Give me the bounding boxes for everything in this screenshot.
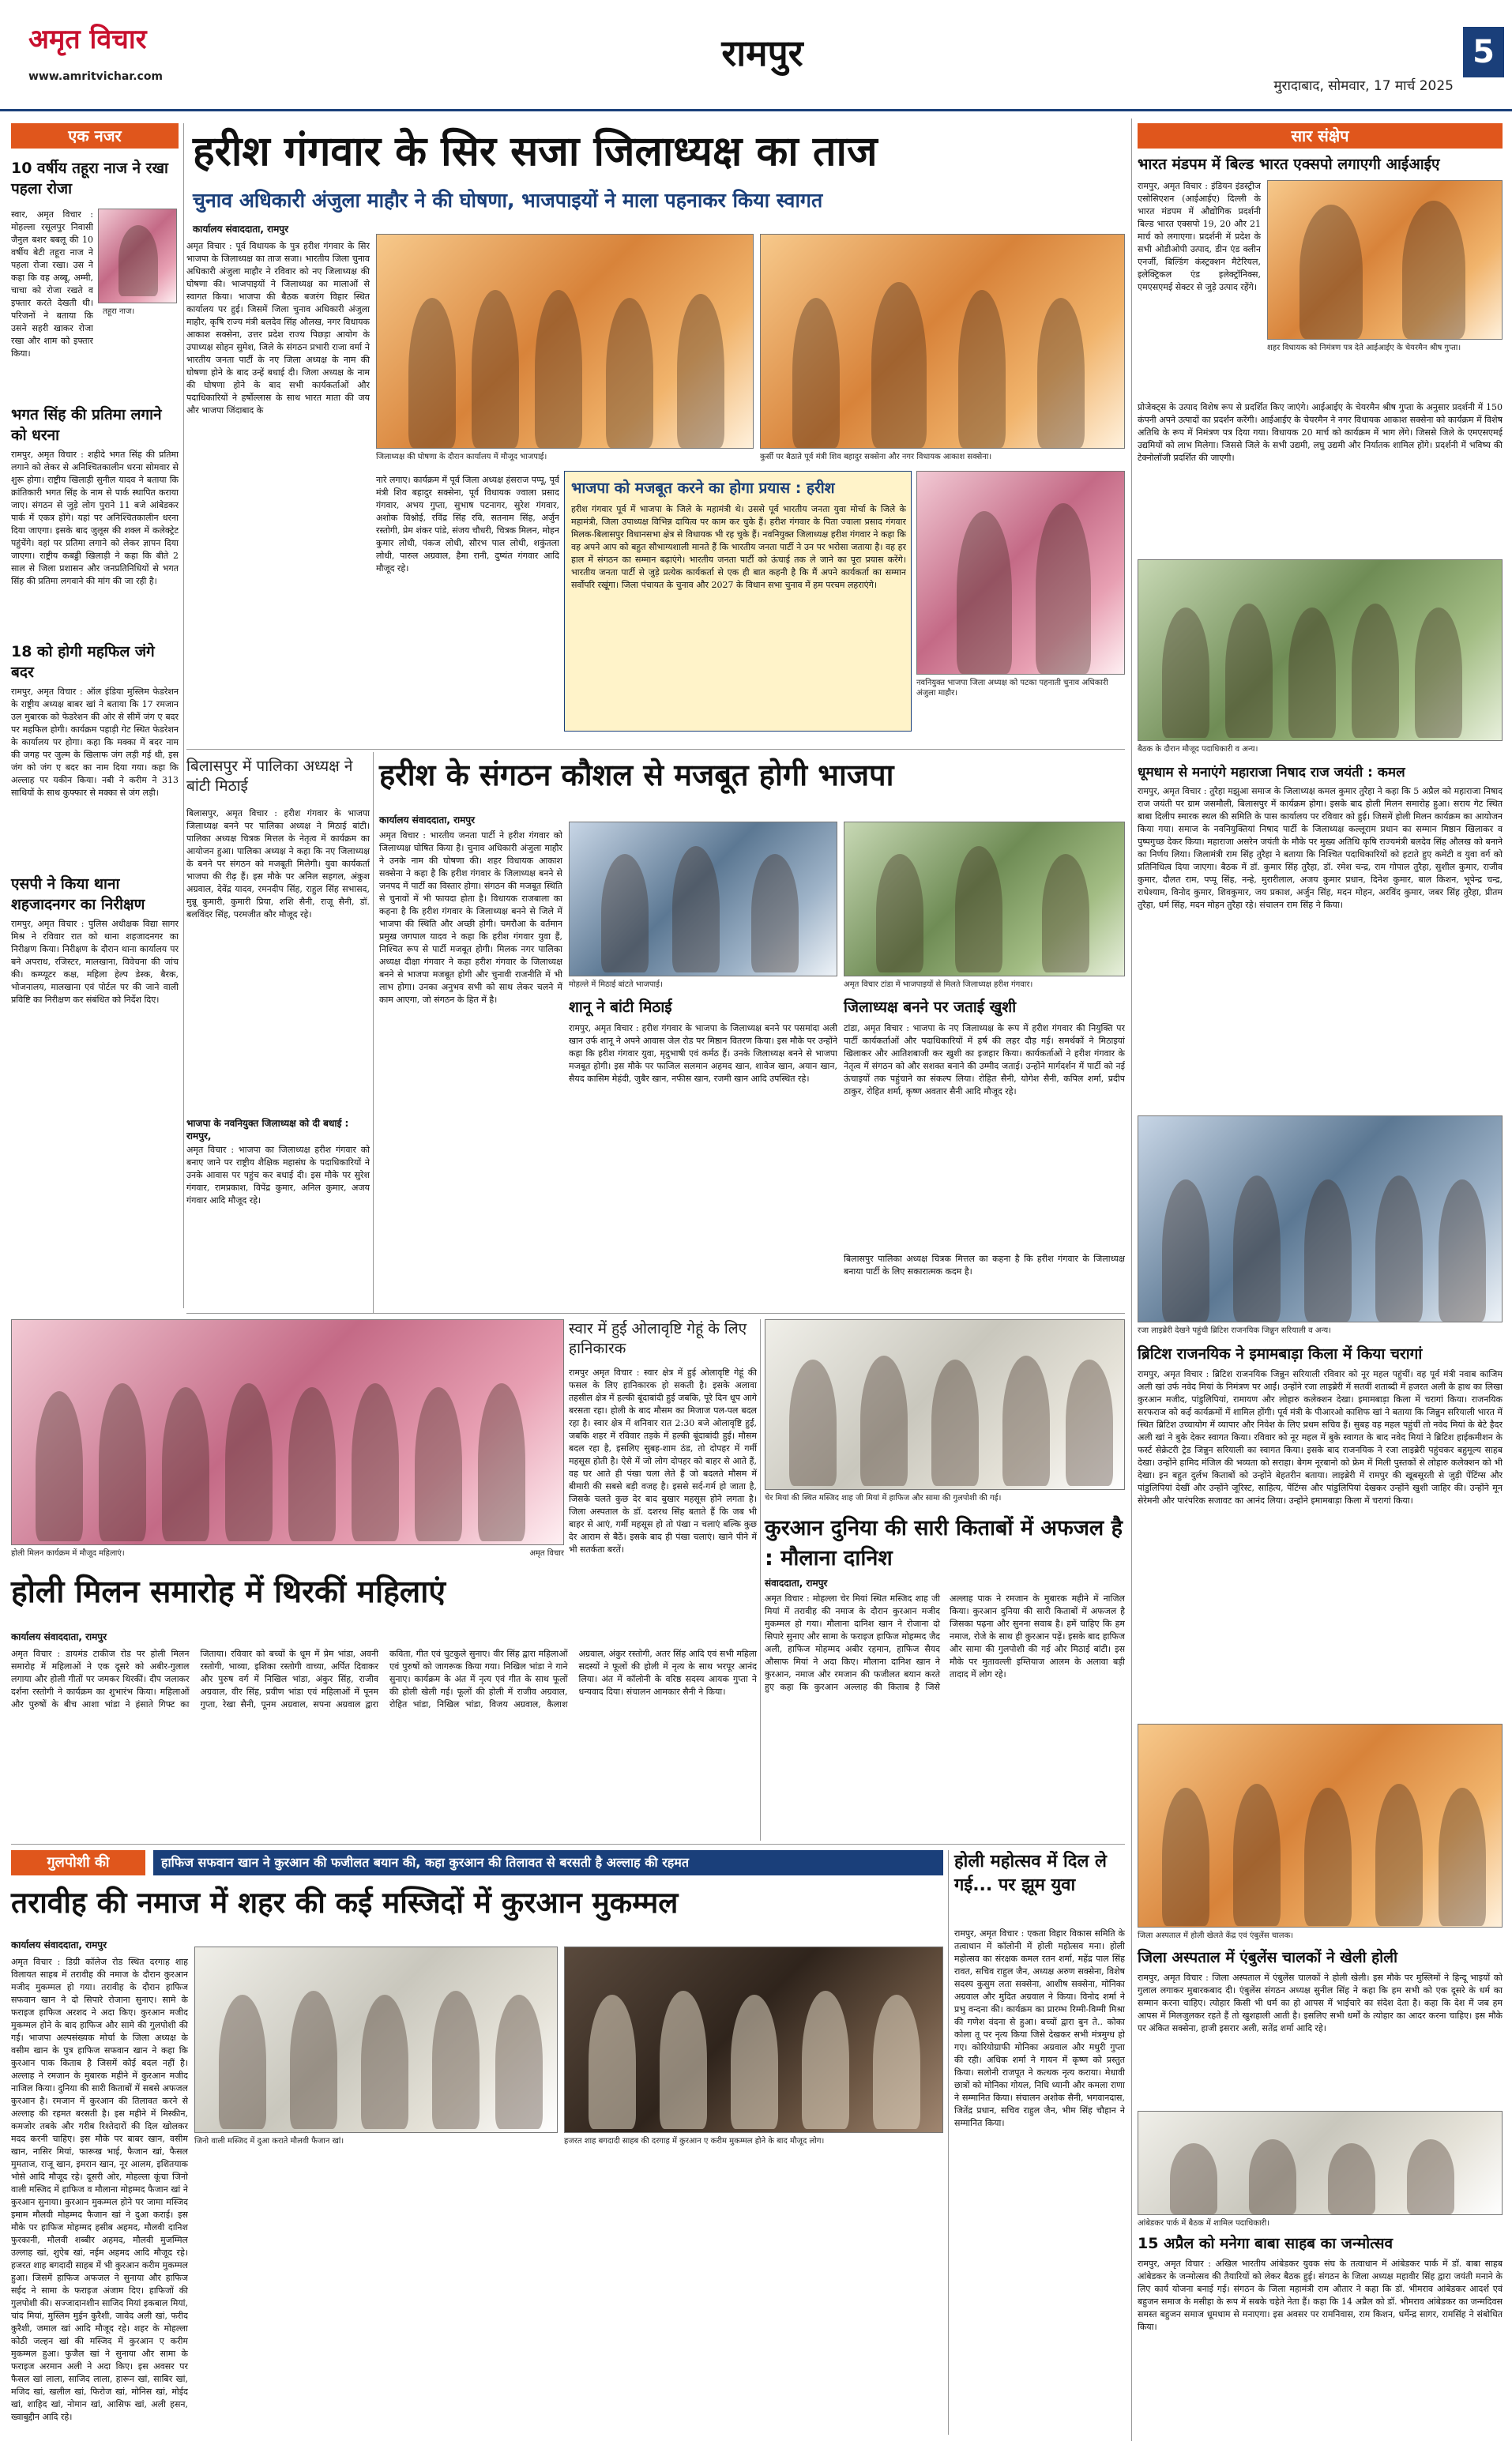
lead-boxed-photo-cap: नवनियुक्त भाजपा जिला अध्यक्ष को पटका पहनाती चुनाव अधिकारी अंजुला माहौर। [916, 679, 1108, 698]
taraweeh-photo-1-cap: जिनो वाली मस्जिद में दुआ कराते मौलवी फैजान खां। [194, 2137, 344, 2146]
ambedkar-headline: 15 अप्रैल को मनेगा बाबा साहब का जन्मोत्सव [1138, 2235, 1394, 2252]
hail-story [569, 1319, 757, 1643]
bilaspur-body: बिलासपुर, अमृत विचार : हरीश गंगवार के भाजपा जिलाध्यक्ष बनने पर पालिका अध्यक्ष ने मिठाई बांटी। पालिका अध्यक्ष चित्रक मित्तल के नेतृत्व में कार्यक्रम का आयोजन हुआ। पालिका अध्यक्ष ने कहा कि नए जिलाध्यक्ष के बनने पर संगठन को मजबूती मिलेगी। युवा कार्यकर्ता भाजपा की रीढ़ हैं। इस मौके पर अनिल सहगल, अंकुश अग्रवाल, देवेंद्र यादव, रमनदीप सिंह, राहुल सिंह सभासद, मुन्नू कुमारी, कुमारी प्रिया, शशि सैनी, राजू सैनी, डॉ. बलविंदर सिंह, परमजीत कौर मौजूद रहे। [186, 808, 370, 920]
holi-headline: होली मिलन समारोह में थिरकीं महिलाएं [11, 1574, 446, 1610]
sangathan-photo-2 [844, 822, 1125, 976]
left-column-divider [183, 123, 184, 1308]
right-column-tag: सार संक्षेप [1138, 123, 1503, 149]
hospital-body: रामपुर, अमृत विचार : जिला अस्पताल में एंबुलेंस चालकों ने होली खेली। इस मौके पर मुस्लिमों ने हिन्दू भाइयों को गुलाल लगाकर मुबारकबाद दी। एंबुलेंस संगठन अध्यक्ष सुनील सिंह ने कहा कि हम सभी को एक दूसरे के धर्म का सम्मान करना चाहिए। त्योहार किसी भी धर्म का हो आपस में भाईचारे का संदेश देता है। कहा कि देश में जब हम आपस में मिलजुलकर रहते हैं तो खुशहाली आती है। इसलिए सभी धर्मों के त्योहार का आदर करना चाहिए। इस मौके पर अंकित सक्सेना, हाजी इसरार अली, सतेंद्र शर्मा आदि रहे। [1138, 1973, 1503, 2033]
bharat-photo [1267, 180, 1503, 340]
hail-body: रामपुर अमृत विचार : स्वार क्षेत्र में हुई ओलावृष्टि गेहूं की फसल के लिए हानिकारक हो सकती है। इसके अलावा तहसील क्षेत्र में हल्की बूंदाबांदी हुई जबकि, पूरे दिन धूप आगे बरसता रहा। होली के बाद मौसम का मिजाज पल-पल बदल रहा है। स्वार क्षेत्र में शनिवार रात 2:30 बजे ओलावृष्टि हुई, जबकि शहर में रविवार तड़के में हल्की बूंदाबांदी हुई। मौसम बदल रहा है, इसलिए सुबह-शाम ठंड, तो दोपहर में गर्मी महसूस होती है। ऐसे में जो लोग दोपहर को बाहर से आते हैं, वह घर आते ही पंखा चला लेते हैं जो बदलते मौसम में बीमारी की सबसे बड़ी वजह है। इससे सर्द-गर्म हो जाता है, जिसके चलते कुछ देर बाद बुखार महसूस होने लगता है। जिला अस्पताल के डॉ. दशरथ सिंह बताते हैं कि जब भी बाहर से आएं, गर्मी महसूस हो तो पंखा न चलाएं बल्कि कुछ देर आराम से बैठें। इसके बाद ही पंखा चलाएं। खाने पीने में भी सतर्कता बरतें। [569, 1367, 757, 1555]
brand-logo [28, 22, 186, 57]
holi-byline: कार्यालय संवाददाता, रामपुर [11, 1631, 107, 1642]
hail-headline: स्वार में हुई ओलावृष्टि गेहूं के लिए हानिकारक [569, 1320, 747, 1357]
british-body: रामपुर, अमृत विचार : ब्रिटिश राजनयिक जिन्नुन सरियाली रविवार को नूर महल पहुंचीं। वह पूर्व मंत्री नवाब काजिम अली खां उर्फ नवेद मियां के निमंत्रण पर आईं। उन्होंने रजा लाइब्रेरी में सतवीं शताब्दी में हजरत अली के हाथ का लिखा कुरआन मजीद, पांडुलिपियां, रामायण और लोहारु कलेक्शन देखा। इमामबाड़ा किला में चरागां किया। राजनयिक सरफराज को कई कार्यक्रमों में शामिल होंगी। पूर्व मंत्री के पीआरओ काशिफ खां ने बताया कि जिन्नुन सरियाली भारत में स्थित ब्रिटिश उच्चायोग में व्यापार और निवेश के लिए प्रथम सचिव हैं। सुबह वह महल पहुंचीं तो नवेद मियां के बेटे हैदर अली खां ने बुके देकर स्वागत किया। रविवार को नूर महल में बुके स्वागत के बाद नवेद मियां ने ब्रिटिश हाईकमीशन के फर्स्ट सेक्रेटरी ट्रेड जिन्नुन सरियाली का स्वागत किया। इसके बाद राजनयिक ने रजा लाइब्रेरी पहुंचकर बहुमूल्य साहब देखा। उन्होंने हामिद मंजिल की भव्यता को सराहा। बेगम नूरबानो को फ्रेम में मिली पुस्तकों से लोहारु कलेक्शन को भी देखा। इन बहुत दुर्लभ किताबों को उन्होंने बेहतरीन बताया। लाइब्रेरी में रामपुर की खूबसूरती से जुड़ी पेंटिंग्स और पांडुलिपियां देखीं और उन्होंने जूरिस्ट, साहित्य, पेंटिंग्स और पांडुलिपियां देखकर उन्होंने खुशी जाहिर की। उन्होंने मून सेरेमनी और पारंपरिक सजावट का आनंद लिया। उन्होंने इमामबाड़ा किला में चरागां किया। [1138, 1369, 1503, 1506]
shanu-headline: शानू ने बांटी मिठाई [569, 999, 672, 1016]
brand-name: अमृत विचार [28, 24, 147, 55]
mid-divider [186, 1313, 1125, 1314]
shanu-body: रामपुर, अमृत विचार : हरीश गंगवार के भाजपा के जिलाध्यक्ष बनने पर पसमांदा अली खान उर्फ शानू ने अपने आवास जेल रोड पर मिष्ठान वितरण किया। इस मौके पर उन्होंने कहा कि हरीश गंगवार युवा, मृदुभाषी एवं कर्मठ हैं। उनके जिलाध्यक्ष बनने से भाजपा मजबूत होगी। इस मौके पर फाजिल सलमान अहमद खान, शावेज खान, अयान खान, सैयद कासिम मेहंदी, जुबैर खान, नफीस खान, रजमी खान आदि उपस्थित रहे। [569, 1023, 837, 1084]
nishad-body: रामपुर, अमृत विचार : तुरैहा मझुआ समाज के जिलाध्यक्ष कमल कुमार तुरैहा ने कहा कि 5 अप्रैल को महाराजा निषाद राज जयंती पर ग्राम जसमौली, बिलासपुर में कार्यक्रम होगा। इसके बाद होली मिलन समारोह हुआ। सराय गेट स्थित बाबा दिलीप स्मारक स्थल की समिति के पास कार्यालय पर रविवार को हुई। जिसमें होली मिलन कार्यक्रम का आयोजन किया गया। समाज के नवनियुक्तियां निषाद पार्टी के जिलाध्यक्ष कल्लूराम प्रधान का सम्मान मिष्ठान खिलाकर व पुष्पगुच्छ देकर किया। महाराजा असरेन जयंती के मौके पर मुख्य अतिथि कृषि राज्यमंत्री बलदेव सिंह औलख को बनाने का निर्णय लिया। जिलामंत्री राम सिंह तुरैहा ने बताया कि निश्चित पदाधिकारियों को हटाते हुए कमेटी व युवा वर्ग को प्रतिनिधित्व दिया जाएगा। बैठक में डॉ. कुमार सिंह तुरैहा, डॉ. रमेश चन्द्र, राम गोपाल तुरैहा, सुशील कुमार, राजीव कुमार, दौलत राम, पप्पू सिंह, नन्हे, मुरारीलाल, अजय कुमार प्रधान, दिनेश कुमार, बाल किशन, भूपेन्द्र चन्द्र, राधेश्याम, विनोद कुमार, शिवकुमार, जय प्रकाश, अर्जुन सिंह, मदन मोहन, अरविंद कुमार, जबर सिंह तुरैहा, प्रीतम तुरैहा, धर्म सिंह, मदन मोहन तुरैहा रहे। संचालन राम सिंह ने किया। [1138, 786, 1503, 910]
hospital-photo-cap: जिला अस्पताल में होली खेलते केंद्र एवं एंबुलेंस चालक। [1138, 1932, 1294, 1940]
quran-photo [765, 1319, 1125, 1490]
taraweeh-photo-1 [194, 1947, 558, 2133]
lead-boxed-body: हरीश गंगवार पूर्व में भाजपा के जिले के महामंत्री थे। उससे पूर्व भारतीय जनता युवा मोर्चा के जिले के महामंत्री, जिला उपाध्यक्ष विभिन्न दायित्व पर काम कर चुके हैं। हरीश गंगवार के पिता ज्वाला प्रसाद गंगवार मिलक-बिलासपुर विधानसभा क्षेत्र से विधायक भी रह चुके हैं। नवनियुक्त जिलाध्यक्ष हरीश गंगवार ने कहा कि वह अपने आप को बहुत सौभाग्यशाली मानते हैं कि भारतीय जनता पार्टी ने उन पर भरोसा जताया है। वह हर हाल में संगठन का सम्मान बढ़ाएंगे। भारतीय जनता पार्टी को ऊंचाई तक ले जाने का पूरा प्रयास करेंगे। भारतीय जनता पार्टी से जुड़े प्रत्येक कार्यकर्ता से एक ही बात कहनी है कि मैं अपने कार्यकर्ता का सम्मान सर्वोपरि रखूंगा। जिला पंचायत के चुनाव और 2027 के विधान सभा चुनाव में हम परचम लहराएंगे। [571, 504, 906, 590]
masthead-rule [0, 109, 1512, 111]
brand-url: www.amritvichar.com [28, 70, 164, 83]
taraweeh-byline: कार्यालय संवाददाता, रामपुर [11, 1939, 107, 1950]
holi-body: अमृत विचार : डायमंड टाकीज रोड पर होली मिलन समारोह में महिलाओं ने एक दूसरे को अबीर-गुलाल लगाया और होली गीतों पर जमकर थिरकीं। दीप जलाकर दर्शना रस्तोगी ने कार्यक्रम का शुभारंभ किया। महिलाओं और पुरुषों के बीच आशा भांडा ने हंसाते गिफ्ट का जिताया। रविवार को बच्चों के धूम में प्रेम भांडा, अवनी रस्तोगी, भाव्या, इशिका रस्तोगी वाच्या, अर्पित दिवाकर और पुरुष वर्ग में निखिल भांडा, अंकुर सिंह, राजीव अग्रवाल, वीर सिंह, प्रवीण भांडा एवं महिलाओं में पूनम गुप्ता, रेखा सैनी, पूनम अग्रवाल, सपना अग्रवाल द्वारा कविता, गीत एवं चुटकुले सुनाए। वीर सिंह द्वारा महिलाओं एवं पुरुषों को जागरूक किया गया। निखिल भांडा ने गाने सुनाए। कार्यक्रम के अंत में नृत्य एवं गीत के साथ फूलों की होली खेली गई। फूलों की होली में राजीव अग्रवाल, रोहित भांडा, निखिल भांडा, विजय अग्रवाल, कैलाश अग्रवाल, अंकुर रस्तोगी, अतर सिंह आदि एवं सभी महिला सदस्यों ने फूलों की होली में नृत्य के साथ भरपूर आनंद लिया। अंत में कॉलोनी के वरिष्ठ सदस्य आयक गुप्ता ने धन्यवाद दिया। संचालन आमकार सैनी ने किया। [11, 1649, 757, 1710]
festival-body: रामपुर, अमृत विचार : एकता विहार विकास समिति के तत्वाधान में कॉलोनी में होली महोत्सव मना। होली महोत्सव का संरक्षक कमल रतन शर्मा, महेंद्र पाल सिंह रावत, सचिव राहुल जैन, अध्यक्ष अरुण सक्सेना, विशेष सदस्य कुसुम लता सक्सेना, आशीष सक्सेना, मोनिका अग्रवाल और मुदित अग्रवाल ने किया। विनोद शर्मा ने प्रभु वन्दना की। कार्यक्रम का प्रारम्भ रिम्मी-विम्मी मिश्रा की गणेश वंदना से हुआ। बच्चों द्वारा बुन ते.. कोका कोला तू पर नृत्य किया जिसे देखकर सभी मंत्रमुग्ध हो गए। कोरियोग्राफी मोनिका अग्रवाल और मधुरी गुप्ता की रही। अधिक शर्मा ने गायन में कृष्ण को प्रस्तुत किया। सलोनी राजपूत ने कत्थक नृत्य कराया। मेधावी छात्रों को मोनिका गोयल, निधि ध्यानी और कमला राणा ने सम्मानित किया। संचालन अशोक सैनी, भगवानदास, जितेंद्र प्रधान, सचिव राहुल जैन, भीम सिंह चौहान ने सम्मानित किया। [954, 1928, 1125, 2128]
bharat-headline: भारत मंडपम में बिल्ड भारत एक्सपो लगाएगी आईआईए [1138, 156, 1440, 173]
festival-divider [948, 1850, 949, 2435]
lead-boxed-item [564, 471, 912, 732]
left-item-2-body: रामपुर, अमृत विचार : शहीदे भगत सिंह की प्रतिमा लगाने को लेकर से अनिश्चितकालीन धरना सोमवार से शुरू होगा। राष्ट्रीय खिलाड़ी सुनील यादव ने बताया कि क्रांतिकारी भगत सिंह के नाम से पार्क स्थापित कराया जाए। संगठन से जुड़े लोग पुराने 11 बजे आंबेडकर पार्क में एकत्र होंगे। यहां पर अनिश्चितकालीन धरना दिया जाएगा। इसके बाद जुलूस की शक्ल में कलेक्ट्रेट पहुंचेंगे। वहां पर प्रतिमा लगाने को लेकर ज्ञापन दिया जाएगा। राष्ट्रीय कबड्डी खिलाड़ी ने कहा कि बीते 2 साल से जिला प्रशासन और जनप्रतिनिधियों से भगत सिंह की प्रतिमा लगवाने की मांग की जा रही है। [11, 450, 179, 586]
page-number: 5 [1463, 27, 1504, 77]
taraweeh-headline: तरावीह की नमाज में शहर की कई मस्जिदों में कुरआन मुकम्मल [11, 1886, 679, 1920]
rampur-photo [1138, 1115, 1503, 1322]
taraweeh-body: अमृत विचार : डिग्री कॉलेज रोड स्थित दरगाह शाह विलायत साहब में तरावीह की नमाज के दौरान कुरआन मजीद मुकम्मल हो गया। तरावीह के दौरान हाफिज सफवान खान ने दो सिपारे रोजाना सुनाए। सामे के फराइज हाफिज अरशद ने अदा किए। कुरआन मजीद मुकम्मल होने के बाद हाफिज और सामे की गुलपोशी की गई। भाजपा अल्पसंख्यक मोर्चा के जिला अध्यक्ष के वसीम खान के पुत्र हाफिज सफवान खान ने कहा कि कुरआन पाक किताब है जिसमें कोई बदल नहीं है। अल्लाह ने रमजान के मुबारक महीने में कुरआन मजीद नाजिल किया। दुनिया की सारी किताबों में सबसे अफजल कुरआन है। रमजान में कुरआन की तिलावत करने से अल्लाह की रहमत बरसती है। इस महीने में मिस्कीन, कमजोर तबके और गरीब रिश्तेदारों की दिल खोलकर मदद करनी चाहिए। इस मौके पर बाबर खान, वसीम खान, नासिर मियां, फारूख भाई, फैजान खां, फैसल मुमताज, राजू खान, इमरान खान, नूर आलम, इशितयाक भोसे आदि मौजूद रहे। दूसरी ओर, मोहल्ला कूंचा जिनो वाली मस्जिद में हाफिज व मौलाना मोहम्मद फैजान खां ने कुरआन सुनाया। कुरआन मुकम्मल होने पर जामा मस्जिद इमाम मौलवी मोहम्मद फैजान खां ने दुआ कराई। इस मौके पर हाफिज मोहम्मद हसीब अहमद, मौलवी दानिश फुरकानी, मौलवी शब्बीर अहमद, मौलवी मुजम्मिल उल्लाह खां, शुऐब खां, नईम अहमद आदि मौजूद रहे। हजरत शाह बगदादी साहब में भी कुरआन करीम मुकम्मल हुआ। जिसमें हाफिज अफजल ने सुनाया और हाफिज सईद ने सामा के फराइज अंजाम दिए। हाफिजों की गुलपोशी की। सज्जादानशीन साजिद मियां इकबाल मियां, चांद मियां, मुस्लिम मुईन कुरैशी, जावेद अली खां, फरीद कुरैशी, जमाल खां आदि मौजूद रहे। शहर के मोहल्ला कोठी जल्हन खां की मस्जिद में कुरआन ए करीम मुकम्मल हुआ। फुजैल खां ने सुनाया और सामा के फराइज अरमान अली ने अदा किए। इस अवसर पर फैसल खां लाला, साजिद लाला, हारून खां, साबिर खां, मजिद खां, खलील खां, फिरोज खां, मोनिस खां, मोईद खां, शाहिद खां, नोमान खां, आसिफ खां, अली हसन, ख्वाबुद्दीन आदि रहे। [11, 1957, 188, 2422]
lead-body-2: नारे लगाए। कार्यक्रम में पूर्व जिला अध्यक्ष हंसराज पप्पू, पूर्व मंत्री शिव बहादुर सक्सेना, पूर्व विधायक ज्वाला प्रसाद गंगवार, अभय गुप्ता, सुभाष पटनागर, सुरेश गंगवार, अशोक विश्नोई, रविंद्र सिंह रवि, सतनाम सिंह, अर्जुन रस्तोगी, प्रेम शंकर पांडे, संजय चौधरी, चित्रक मिलन, मोहन कुमार लोधी, पंकज लोधी, सौरभ पाल लोधी, शकुंतला लोधी, पारुल अग्रवाल, हैमा रानी, दुष्यंत गंगवार आदि मौजूद रहे। [376, 475, 559, 574]
left-item-1-body: स्वार, अमृत विचार : मोहल्ला रसूलपुर निवासी जैनुल बशर बबलू की 10 वर्षीय बेटी तहूरा नाज ने पहला रोजा रखा। उस ने कहा कि वह अब्बू, अम्मी, चाचा को रोजा रखते व इफ्तार करते देखती थी। परिजनों ने बताया कि उसने सहरी खाकर रोजा रखा और शाम को इफ्तार किया। [11, 209, 93, 359]
lead-boxed-photo [916, 471, 1125, 675]
left-column-tag: एक नजर [11, 123, 179, 149]
left-item-2-title: भगत सिंह की प्रतिमा लगाने को धरना [11, 406, 162, 444]
holi-photo-credit: अमृत विचार [529, 1549, 564, 1558]
tanda-body: टांडा, अमृत विचार : भाजपा के नए जिलाध्यक्ष के रूप में हरीश गंगवार की नियुक्ति पर पार्टी कार्यकर्ताओं और पदाधिकारियों में हर्ष की लहर दौड़ गई। समर्थकों ने मिठाइयां खिलाकर और आतिशबाजी कर खुशी का इजहार किया। कार्यकर्ताओं ने हरीश गंगवार के नेतृत्व में संगठन को और सशक्त बनाने की उम्मीद जताई। उन्होंने मार्गदर्शन में पार्टी को नई ऊंचाइयों तक पहुंचाने का संकल्प लिया। रोहित सैनी, योगेश सैनी, कपिल शर्मा, प्रदीप ठाकुर, रोहित शर्मा, कृष्ण अवतार सैनी आदि मौजूद रहे। [844, 1023, 1125, 1096]
bilaspur-divider [373, 752, 374, 1313]
dateline: मुरादाबाद, सोमवार, 17 मार्च 2025 [1273, 78, 1454, 94]
bharat-body-2: प्रोजेक्ट्स के उत्पाद विशेष रूप से प्रदर्शित किए जाएंगे। आईआईए के चेयरमैन श्रीष गुप्ता के अनुसार प्रदर्शनी में 150 कंपनी अपने उत्पादों का प्रदर्शन करेंगी। आईआईए के चेयरमैन ने नगर विधायक आकाश सक्सेना को कार्यक्रम में विशेष अतिथि के रूप में निमंत्रण पत्र दिया गया। विधायक 20 मार्च को कार्यक्रम में भाग लेंगे। जिससे जिले के एमएसएमई उद्यमियों को लाभ मिलेगा। जिससे जिले के सभी उद्यमी, लघु उद्यमी और निर्यातक शामिल होंगे। प्रदर्शनी में भविष्य की टेक्नोलॉजी प्रदर्शित की जाएगी। [1138, 402, 1503, 463]
taraweeh-kicker: हाफिज सफवान खान ने कुरआन की फजीलत बयान की, कहा कुरआन की तिलावत से बरसती है अल्लाह की रहमत [153, 1850, 943, 1875]
bilaspur-sub-body: अमृत विचार : भाजपा का जिलाध्यक्ष हरीश गंगवार को बनाए जाने पर राष्ट्रीय शैक्षिक महासंघ के पदाधिकारियों ने उनके आवास पर पहुंच कर बधाई दी। इस मौके पर सुरेश गंगवार, रामप्रकाश, विपेंद्र कुमार, अनिल कुमार, अजय गंगवार आदि मौजूद रहे। [186, 1145, 370, 1206]
lead-subhead: चुनाव अधिकारी अंजुला माहौर ने की घोषणा, भाजपाइयों ने माला पहनाकर किया स्वागत [193, 189, 823, 212]
left-item-3-title: 18 को होगी महफिल जंगे बदर [11, 643, 155, 681]
holi-photo-cap: होली मिलन कार्यक्रम में मौजूद महिलाएं। [11, 1549, 125, 1558]
left-item-4-body: रामपुर, अमृत विचार : पुलिस अधीक्षक विद्या सागर मिश्र ने रविवार रात को थाना शहजादनगर का निरीक्षण किया। निरीक्षण के दौरान थाना कार्यालय पर बने अपराध, रजिस्टर, मालखाना, विवेचना की जांच की। कम्प्यूटर कक्ष, महिला हेल्प डेस्क, बैरक, भोजनालय, मालखाना एवं पोर्टल पर की जाने वाली प्रविष्टि का निरीक्षण कर संबंधित को निर्देश दिए। [11, 919, 179, 1005]
ambedkar-photo-cap: आंबेडकर पार्क में बैठक में शामिल पदाधिकारी। [1138, 2219, 1270, 2228]
quran-photo-cap: चेर मियां की स्थित मस्जिद शाह जी मियां में हाफिज और सामा की गुलपोशी की गई। [765, 1494, 1002, 1503]
quran-body: अमृत विचार : मोहल्ला चेर मियां स्थित मस्जिद शाह जी मियां में तरावीह की नमाज के दौरान कुरआन मजीद मुकम्मल हो गया। मौलाना दानिश खान ने रोजाना दो सिपारे सुनाए और सामा के फराइज हाफिज मोहम्मद जैद अली, हाफिज मोहम्मद अबीर रहमान, हाफिज सैयद औसाफ मियां ने अदा किए। मौलाना दानिश खान ने कुरआन, नमाज और रमजान की फजीलत बयान करते हुए कहा कि कुरआन अल्लाह की किताब है जिसे अल्लाह पाक ने रमजान के मुबारक महीने में नाजिल किया। कुरआन दुनिया की सारी किताबों में अफजल है जिसका पढ़ना और सुनना सवाब है। हमें चाहिए कि हम नमाज, रोजे के साथ ही कुरआन पढ़ें। इसके बाद हाफिज और सामा की गुलपोशी की गई और मिठाई बांटी। इस मौके पर मुतावल्ली इम्तियाज आलम के अलावा बड़ी तादाद में लोग रहे। [765, 1593, 1125, 1692]
lead-photo-2 [760, 234, 1125, 449]
sangathan-photo-1 [569, 822, 837, 976]
bharat-photo-cap: शहर विधायक को निमंत्रण पत्र देते आईआईए के चेयरमैन श्रीष गुप्ता। [1267, 344, 1461, 352]
bilaspur-headline: बिलासपुर में पालिका अध्यक्ष ने बांटी मिठाई [186, 758, 353, 795]
bilaspur-story [186, 752, 370, 1318]
left-item-1-title: 10 वर्षीय तहूरा नाज ने रखा पहला रोजा [11, 160, 168, 197]
left-item-1-photo [98, 209, 177, 303]
lead-photo-1 [376, 234, 754, 449]
british-headline: ब्रिटिश राजनयिक ने इमामबाड़ा किला में किया चरागां [1138, 1345, 1423, 1363]
taraweeh-photo-2-cap: हजरत शाह बगदादी साहब की दरगाह में कुरआन ए करीम मुकम्मल होने के बाद मौजूद लोग। [564, 2137, 825, 2146]
left-item-4-title: एसपी ने किया थाना शहजादनगर का निरीक्षण [11, 875, 145, 913]
quran-byline: संवाददाता, रामपुर [765, 1578, 828, 1589]
lead-byline: कार्यालय संवाददाता, रामपुर [193, 224, 289, 235]
meeting-photo [1138, 559, 1503, 741]
sangathan-photo-2-cap: अमृत विचार टांडा में भाजपाइयों से मिलते जिलाध्यक्ष हरीश गंगवार। [844, 980, 1033, 989]
bharat-body: रामपुर, अमृत विचार : इंडियन इंडस्ट्रीज एसोसिएशन (आईआईए) दिल्ली के भारत मंडपम में औद्योगिक प्रदर्शनी बिल्ड भारत एक्सपो 19, 20 और 21 मार्च को लगाएगा। प्रदर्शनी में प्रदेश के सभी ओडीओपी उत्पाद, डीन एंड क्लीन एनर्जी, बिल्डिंग कंस्ट्रक्शन मैटेरियल, इलेक्ट्रिकल एंड इलेक्ट्रॉनिक्स, एमएसएमई सेक्टर से जुड़े उत्पाद रहेंगे। [1138, 181, 1261, 292]
taraweeh-photo-2 [564, 1947, 943, 2133]
lead-photo-1-cap: जिलाध्यक्ष की घोषणा के दौरान कार्यालय में मौजूद भाजपाई। [376, 453, 547, 461]
rampur-photo-cap: रजा लाइब्रेरी देखने पहुंची ब्रिटिश राजनयिक जिन्नुन सरियाली व अन्य। [1138, 1326, 1331, 1335]
bilaspur-sub: भाजपा के नवनियुक्त जिलाध्यक्ष को दी बधाई : रामपुर, [186, 1118, 349, 1142]
masthead [0, 0, 1512, 118]
meeting-photo-cap: बैठक के दौरान मौजूद पदाधिकारी व अन्य। [1138, 745, 1258, 754]
left-column [11, 123, 179, 1308]
lead-body-1: अमृत विचार : पूर्व विधायक के पुत्र हरीश गंगवार के सिर भाजपा के जिलाध्यक्ष का ताज सजा। भारतीय जिला चुनाव अधिकारी अंजुला माहौर ने रविवार को नए जिलाध्यक्ष की घोषणा की। भाजपाइयों ने जिलाध्यक्ष का मालाओं से स्वागत किया। भाजपा की बैठक बजरंग विहार स्थित कार्यालय पर हुई। जिसमें जिला चुनाव अधिकारी अंजुला माहौर, कृषि राज्य मंत्री बलदेव सिंह औलख, नगर विधायक आकाश सक्सेना, उत्तर प्रदेश राज्य पिछड़ा आयोग के उपाध्यक्ष सोहन सुमेश, जिले के संगठन प्रभारी राजा वर्मा ने भारतीय जनता पार्टी के नए जिला अध्यक्ष के नाम की घोषणा होने के बाद उन्हें बधाई दी। जिला अध्यक्ष के नाम की घोषणा होने के बाद सभी कार्यकर्ताओं और पदाधिकारियों ने हर्षोल्लास के साथ भारत माता की जय और भाजपा जिंदाबाद के [186, 241, 370, 416]
lower-divider [11, 1844, 1125, 1845]
tanda-tail: बिलासपुर पालिका अध्यक्ष चित्रक मित्तल का कहना है कि हरीश गंगवार के जिलाध्यक्ष बनाया पार्टी के लिए सकारात्मक कदम है। [844, 1254, 1125, 1277]
left-item-3-body: रामपुर, अमृत विचार : ऑल इंडिया मुस्लिम फेडरेशन के राष्ट्रीय अध्यक्ष बाबर खां ने बताया कि 17 रमजान उल मुबारक को फेडरेशन की ओर से सीमें जंग ए बदर पर महफिल होगी। कार्यक्रम पहाड़ी गेट स्थित फेडरेशन के कार्यालय पर होगा। कहा कि मक्का में बदर नाम की जगह पर जुल्म के खिलाफ जंग लड़ी गई थी, इस जंग को जंग ए बदर का नाम दिया गया। कहा कि अल्लाह पर यकीन किया। नबी ने करीम ने 313 साथियों के साथ कुफ्फार से मक्का से जंग लड़ी। [11, 686, 179, 798]
hospital-headline: जिला अस्पताल में एंबुलेंस चालकों ने खेली होली [1138, 1949, 1397, 1966]
nishad-headline: धूमधाम से मनाएंगे महाराजा निषाद राज जयंती : कमल [1138, 765, 1405, 781]
taraweeh-body-cont [194, 2150, 943, 2430]
festival-headline: होली महोत्सव में दिल ले गई... पर झूम युवा [954, 1852, 1107, 1895]
right-column [1138, 123, 1503, 2438]
hospital-photo [1138, 1724, 1503, 1928]
sangathan-byline: कार्यालय संवाददाता, रामपुर [379, 814, 476, 826]
quran-headline: कुरआन दुनिया की सारी किताबों में अफजल है : मौलाना दानिश [765, 1516, 1123, 1570]
left-item-1-photo-cap: तहूरा नाज। [103, 307, 135, 316]
sangathan-photo-1-cap: मोहल्ले में मिठाई बांटते भाजपाई। [569, 980, 663, 989]
lead-boxed-head: भाजपा को मजबूत करने का होगा प्रयास : हरीश [571, 480, 835, 497]
sangathan-body: अमृत विचार : भारतीय जनता पार्टी ने हरीश गंगवार को जिलाध्यक्ष घोषित किया है। चुनाव अधिकारी अंजुला माहौर ने उनके नाम की घोषणा की। शहर विधायक आकाश सक्सेना ने कहा है कि हरीश गंगवार के जिलाध्यक्ष बनने से जनपद में पार्टी का विस्तार होगा। संगठन की मजबूत स्थिति से चुनावों में भी फायदा होता है। विधायक राजबाला का कहना है कि हरीश गंगवार के जिलाध्यक्ष बनने से जिले में भाजपा की स्थिति और अच्छी होगी। चमरौआ के वर्तमान प्रमुख जगपाल यादव ने कहा कि हरीश गंगवार युवा हैं, निश्चित रूप से पार्टी मजबूत होगी। मिलक नगर पालिका अध्यक्ष दीक्षा गंगवार ने कहा हरीश गंगवार के जिलाध्यक्ष बनने से भाजपा मजबूत होगी और चुनावी राजनीति में भी लाभ होगा। उनका अनुभव सभी को साथ लेकर चलने में काम आएगा, जो संगठन के हित में है। [379, 830, 562, 1005]
hail-divider [760, 1319, 761, 1841]
ambedkar-photo [1138, 2111, 1503, 2215]
taraweeh-tag: गुलपोशी की [11, 1850, 145, 1875]
center-right-divider [1131, 118, 1132, 2441]
sangathan-headline: हरीश के संगठन कौशल से मजबूत होगी भाजपा [379, 758, 894, 792]
ambedkar-body: रामपुर, अमृत विचार : अखिल भारतीय आंबेडकर युवक संघ के तत्वाधान में आंबेडकर पार्क में डॉ. बाबा साहब आंबेडकर के जन्मोत्सव की तैयारियों को लेकर बैठक हुई। संगठन के जिला अध्यक्ष महावीर सिंह द्वारा जयंती मनाने के लिए कार्य योजना बनाई गई। संगठन के जिला महामंत्री राम औतार ने कहा कि डॉ. भीमराव आंबेडकर आदर्श एवं बहुजन समाज के मसीहा के रूप में सबके चहेते नेता हैं। कहा कि 14 अप्रैल को डॉ. भीमराव आंबेडकर का जन्मदिवस समस्त बहुजन समाज धूमधाम से मनाएगा। इस अवसर पर रामनिवास, राम किशन, धर्मेन्द्र सागर, रामसिंह ने संबोधित किया। [1138, 2259, 1503, 2332]
holi-photo [11, 1319, 564, 1545]
lead-divider [186, 749, 1125, 750]
tanda-headline: जिलाध्यक्ष बनने पर जताई खुशी [844, 999, 1017, 1016]
lead-headline: हरीश गंगवार के सिर सजा जिलाध्यक्ष का ताज [193, 128, 878, 175]
lead-photo-2-cap: कुर्सी पर बैठाते पूर्व मंत्री शिव बहादुर सक्सेना और नगर विधायक आकाश सक्सेना। [760, 453, 992, 461]
city-title: रामपुर [721, 32, 803, 74]
